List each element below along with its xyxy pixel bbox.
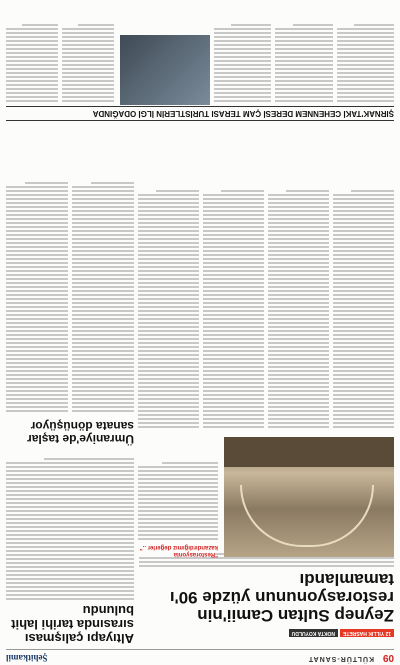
mosque-interior-photo [224,437,394,557]
main-story-header [139,551,394,645]
story-kicker-secondary: NOKTA KOYULDU [289,629,338,637]
side-story-2-body [6,125,134,415]
floor-shape [224,437,394,467]
terrace-photo [120,35,210,105]
main-story-body [138,131,394,431]
quote-box [138,460,218,557]
quote-title: "Restorasyonla kazandırdığımız değerler .." [139,544,218,557]
header-divider [6,649,394,650]
text-column [203,131,264,431]
story-kicker: 12 YILLIK HASRETE [340,629,394,637]
side-headline-2: Ümraniye'de taşlar sanata dönüşüyor [27,419,134,446]
bottom-story-body-right [6,5,114,105]
bottom-story-body [214,5,394,105]
side-story [6,456,134,645]
side-headline: Altıyapı çalışması sırasında tarihi lahit bulundu [11,603,134,646]
publisher-logo: Şehitkamil [6,653,48,663]
main-headline: Zeynep Sultan Camii'nin restorasyonunun yüzde 90'ı tamamlandı [169,570,394,625]
text-column [268,131,329,431]
side-story-text [6,458,134,600]
page-number: 09 [382,652,394,663]
arch-shape [240,485,374,547]
text-column [138,131,199,431]
bottom-headline: ŞIRNAK'TAKİ CEHENNEM DERESİ ÇAM TERASI TURİSTLERİN İLGİ ODAĞINDA [6,106,394,121]
section-title: KÜLTÜR-SANAT [307,655,374,662]
page-header [0,649,400,665]
text-column [333,131,394,431]
quote-text [138,462,218,540]
